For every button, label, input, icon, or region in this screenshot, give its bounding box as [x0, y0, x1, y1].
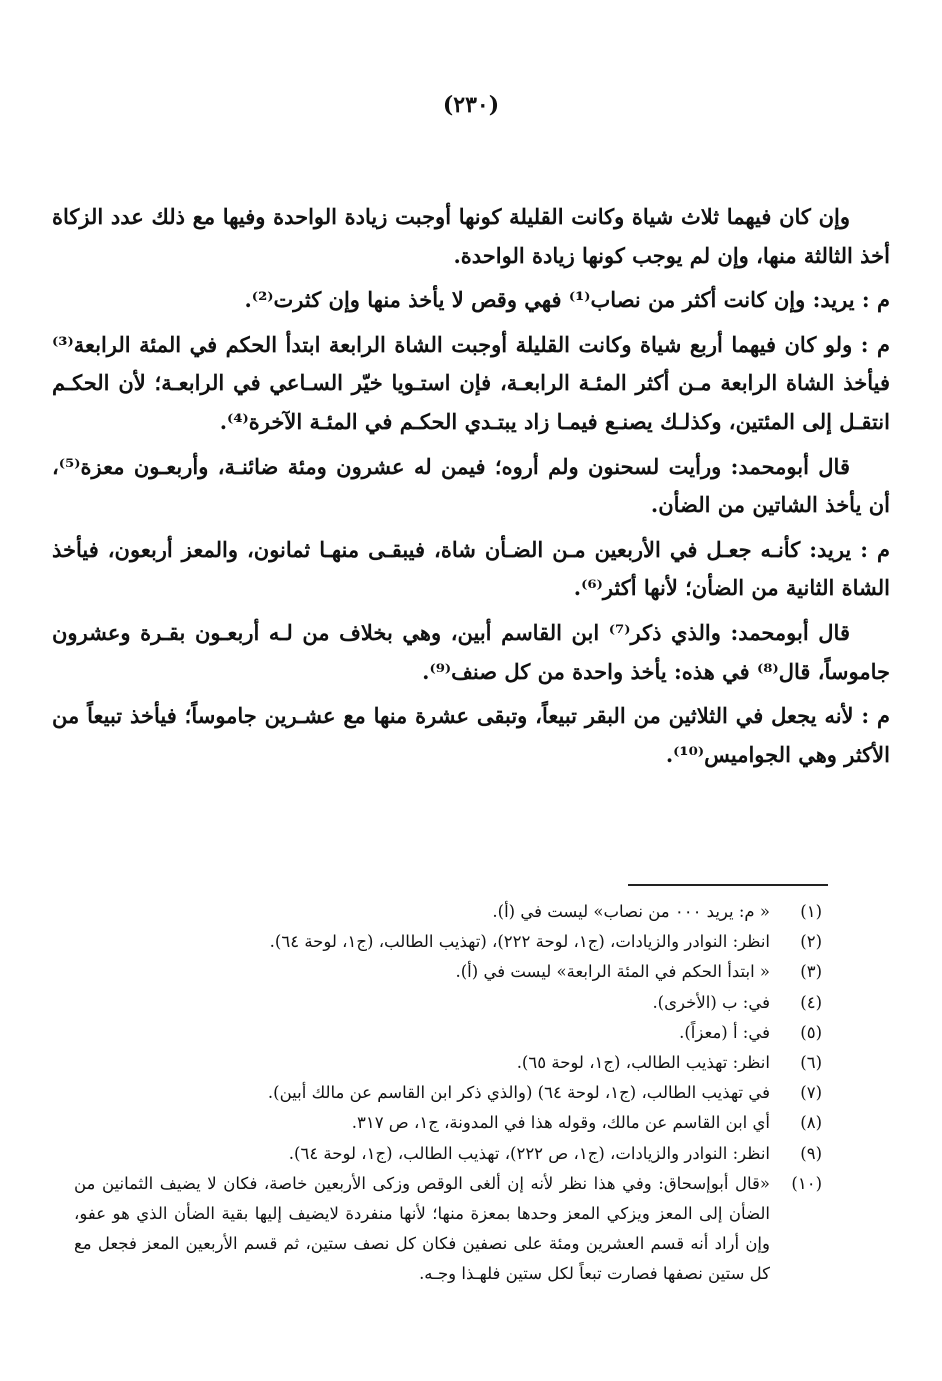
paragraph: م : يريد: كأنـه جعـل في الأربعين مـن الضـأن شاة، فيبقـى منهـا ثمانون، والمعز أربعون، فيأخذ الشاة الثانية من الضأن؛ لأنها أكثر⁽⁶⁾. [52, 536, 890, 601]
footnote-text: في: أ (معزاً). [679, 1022, 770, 1042]
footnote [74, 1169, 822, 1289]
paragraph: قال أبومحمد: ورأيت لسحنون ولم أروه؛ فيمن له عشرون ومئة ضائنـة، وأربعـون معزة⁽⁵⁾، أن يأخذ الشاتين من الضأن. [52, 453, 890, 518]
footnote-text: في تهذيب الطالب، (ج١، لوحة ٦٤) (والذي ذكر ابن القاسم عن مالك أبين). [267, 1083, 770, 1103]
footnote [74, 927, 822, 957]
footnote-number: (٥) [800, 1022, 822, 1042]
footnotes [74, 897, 822, 1289]
paragraph: وإن كان فيهما ثلاث شياة وكانت القليلة كونها أوجبت زيادة الواحدة وفيها مع ذلك عدد الزكاة أخذ الثالثة منها، وإن لم يوجب كونها زيادة الواحدة. [52, 204, 890, 268]
footnote-text: «قال أبوإسحاق: وفي هذا نظر لأنه إن ألغى الوقص وزكى الأربعين خاصة، فكان لا يضيف الثمانين من الضأن إلى المعز ويزكي المعز وحدها بمعزة منها؛ لأنها منفردة لايضيف إليها بقية الضأن الذي هو عفو، وإن أراد أنه قسم العشرين ومئة على نصفين فكان كل نصف ستين، ثم قسم الأربعين المعز فجعل مع كل ستين نصفها فصارت تبعاً لكل ستين فلهـذا وجـه. [74, 1173, 770, 1283]
paragraph: م : لأنه يجعل في الثلاثين من البقر تبيعاً، وتبقى عشرة منها مع عشـرين جاموساً؛ فيأخذ تبيعاً من الأكثر وهي الجواميس⁽¹⁰⁾. [52, 703, 890, 767]
footnote-text: في: ب (الأخرى). [652, 992, 770, 1012]
footnote [74, 1018, 822, 1048]
footnote-number: (٦) [800, 1053, 822, 1073]
footnote-text: انظر: تهذيب الطالب، (ج١، لوحة ٦٥). [516, 1053, 770, 1073]
footnote-number: (٨) [800, 1113, 822, 1133]
footnote-number: (٣) [800, 962, 822, 982]
footnote-text: انظر: النوادر والزيادات، (ج١، لوحة ٢٢٢)، (تهذيب الطالب، (ج١، لوحة ٦٤). [269, 932, 770, 952]
footnote-text: « م: يريد ٠٠٠ من نصاب» ليست في (أ). [492, 902, 770, 921]
footnote [74, 1108, 822, 1138]
paragraph: م : يريد: وإن كانت أكثر من نصاب⁽¹⁾ فهي وقص لا يأخذ منها وإن كثرت⁽²⁾. [244, 287, 890, 313]
footnote [74, 1139, 822, 1169]
footnote-number: (١) [800, 902, 822, 921]
footnote [74, 1048, 822, 1078]
footnote-separator [628, 884, 828, 886]
footnote-text: « ابتدأ الحكم في المئة الرابعة» ليست في (أ). [455, 962, 770, 982]
paragraph: م : ولو كان فيهما أربع شياة وكانت القليلة أوجبت الشاة الرابعة ابتدأ الحكم في المئة الرابعة⁽³⁾ فيأخذ الشاة الرابعة مـن أكثر المئـة الرابعـة، فإن استـويا خيّر السـاعي في الرابعـة؛ لأن الحكـم انتقـل إلى المئتين، وكذلـك يصنـع فيمـا زاد يبتـدي الحكـم في المئـة الآخرة⁽⁴⁾. [52, 331, 890, 434]
footnote-number: (٤) [800, 992, 822, 1012]
footnote [74, 957, 822, 987]
footnote-text: أي ابن القاسم عن مالك، وقوله هذا في المدونة، ج١، ص ٣١٧. [351, 1113, 770, 1133]
footnote-number: (٢) [800, 932, 822, 952]
footnote [74, 1078, 822, 1108]
page-number: (٢٣٠) [442, 92, 500, 118]
footnote-text: انظر: النوادر والزيادات، (ج١، ص ٢٢٢)، تهذيب الطالب، (ج١، لوحة ٦٤). [288, 1143, 770, 1163]
footnote-number: (٧) [800, 1083, 822, 1103]
footnote [74, 988, 822, 1018]
paragraph: قال أبومحمد: والذي ذكر⁽⁷⁾ ابن القاسم أبين، وهي بخلاف من لـه أربعـون بقـرة وعشرون جاموساً، قال⁽⁸⁾ في هذه: يأخذ واحدة من كل صنف⁽⁹⁾. [52, 619, 890, 684]
footnote-number: (١٠) [791, 1173, 822, 1193]
footnote-number: (٩) [800, 1143, 822, 1163]
main-text [52, 198, 890, 780]
footnote [74, 897, 822, 927]
